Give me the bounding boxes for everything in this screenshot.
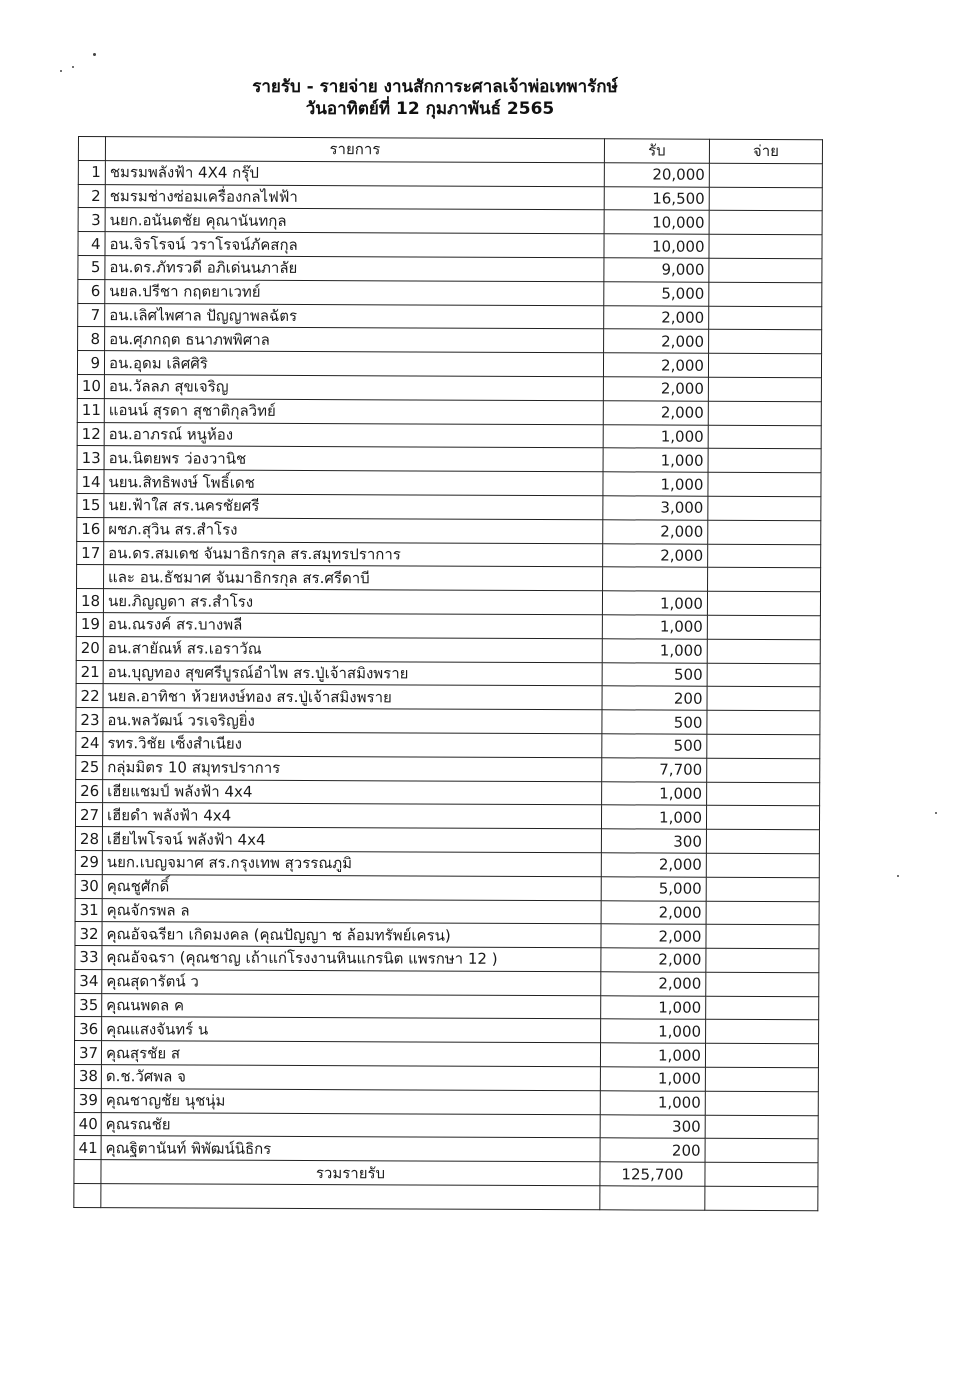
row-expense	[706, 877, 819, 901]
row-expense	[708, 401, 821, 425]
row-expense	[707, 663, 820, 687]
row-number: 33	[75, 946, 102, 970]
row-income: 1,000	[601, 805, 706, 829]
table-row	[77, 422, 821, 449]
row-income: 2,000	[601, 972, 706, 996]
row-number: 8	[78, 327, 105, 351]
blank-cell	[600, 1186, 705, 1210]
total-row	[74, 1160, 818, 1187]
table-row	[74, 1065, 818, 1092]
row-income: 300	[601, 829, 706, 853]
row-expense	[706, 948, 819, 972]
row-income: 5,000	[601, 876, 706, 900]
table-row	[77, 517, 821, 544]
row-name: เฮียไพโรจน์ พลังฟ้า 4x4	[102, 827, 601, 853]
table-row	[76, 779, 820, 806]
row-name: นย.ฟ้าใส สร.นครชัยศรี	[104, 494, 603, 520]
row-expense	[705, 1091, 818, 1115]
row-number: 24	[76, 731, 103, 755]
row-number: 23	[76, 708, 103, 732]
table-row	[74, 1136, 818, 1163]
row-number: 16	[77, 517, 104, 541]
row-number: 15	[77, 493, 104, 517]
row-number: 29	[75, 850, 102, 874]
row-income: 2,000	[603, 543, 708, 567]
row-expense	[706, 996, 819, 1020]
row-income: 2,000	[601, 853, 706, 877]
total-label: รวมรายรับ	[101, 1160, 600, 1186]
row-income: 2,000	[601, 924, 706, 948]
row-income: 10,000	[604, 210, 709, 234]
blank-row	[74, 1184, 818, 1211]
table-row	[77, 541, 821, 568]
table-row	[76, 660, 820, 687]
row-name: อน.วัลลภ สุขเจริญ	[104, 375, 603, 401]
row-number: 32	[75, 922, 102, 946]
row-name: คุณอัจฉรียา เกิดมงคล (คุณปัญญา ช ล้อมทรัพย์เครน)	[102, 922, 601, 948]
table-row	[78, 303, 822, 330]
table-row	[74, 1041, 818, 1068]
row-expense	[709, 330, 822, 354]
table-row	[75, 803, 819, 830]
total-number-cell	[74, 1160, 101, 1184]
row-income: 20,000	[604, 163, 709, 187]
row-number: 4	[78, 232, 105, 256]
row-name: อน.ดร.สมเดช จันมาธิกรกุล สร.สมุทรปราการ	[104, 541, 603, 567]
row-name: อน.บุญทอง สุขศรีบูรณ์อำไพ สร.ปู่เจ้าสมิงพราย	[103, 660, 602, 686]
row-expense	[709, 234, 822, 258]
row-name: อน.อุดม เลิศศิริ	[104, 351, 603, 377]
row-income: 1,000	[602, 781, 707, 805]
row-number: 30	[75, 874, 102, 898]
row-number: 2	[78, 184, 105, 208]
table-row	[76, 708, 820, 735]
row-income: 300	[600, 1114, 705, 1138]
row-name: คุณอัจฉรา (คุณชาญ เถ้าแก่โรงงานหินแกรนิต แพรกษา 12 )	[102, 946, 601, 972]
row-name: นยล.อาทิชา ห้วยหงษ์ทอง สร.ปู่เจ้าสมิงพราย	[103, 684, 602, 710]
row-name: นยก.เบญจมาศ สร.กรุงเทพ สุวรรณภูมิ	[102, 851, 601, 877]
row-name: คุณจักรพล ล	[102, 898, 601, 924]
table-row	[76, 612, 820, 639]
row-number: 7	[78, 303, 105, 327]
blank-cell	[101, 1184, 600, 1210]
row-number: 20	[76, 636, 103, 660]
row-number: 26	[76, 779, 103, 803]
speck	[93, 53, 96, 56]
row-expense	[706, 806, 819, 830]
row-name: คุณฐิตานันท์ พิพัฒน์นิธิกร	[101, 1136, 600, 1162]
income-expense-table	[73, 136, 823, 1211]
row-number: 34	[75, 969, 102, 993]
row-name: อน.ณรงค์ สร.บางพลี	[103, 613, 602, 639]
row-number: 35	[75, 993, 102, 1017]
table-row	[76, 684, 820, 711]
row-expense	[706, 972, 819, 996]
table-row	[78, 160, 822, 187]
document-date: วันอาทิตย์ที่ 12 กุมภาพันธ์ 2565	[305, 99, 555, 119]
row-number: 12	[77, 422, 104, 446]
row-expense	[709, 258, 822, 282]
table-row	[74, 1088, 818, 1115]
row-expense	[707, 639, 820, 663]
row-income: 7,700	[602, 758, 707, 782]
row-income: 1,000	[602, 639, 707, 663]
row-income: 16,500	[604, 186, 709, 210]
row-expense	[707, 591, 820, 615]
row-expense	[709, 187, 822, 211]
row-expense	[708, 544, 821, 568]
row-income: 500	[602, 734, 707, 758]
row-expense	[705, 1067, 818, 1091]
row-income: 2,000	[603, 401, 708, 425]
table-row	[77, 470, 821, 497]
row-income: 1,000	[600, 1067, 705, 1091]
row-income: 2,000	[603, 377, 708, 401]
row-number: 11	[77, 398, 104, 422]
row-expense	[708, 568, 821, 592]
row-number	[77, 565, 104, 589]
row-number: 25	[76, 755, 103, 779]
row-expense	[707, 710, 820, 734]
table-row	[75, 827, 819, 854]
row-expense	[709, 306, 822, 330]
row-income: 2,000	[601, 948, 706, 972]
header-expense: จ่าย	[709, 139, 822, 163]
row-expense	[709, 163, 822, 187]
row-expense	[706, 925, 819, 949]
table-row	[78, 327, 822, 354]
row-number: 17	[77, 541, 104, 565]
row-number: 39	[74, 1088, 101, 1112]
row-number: 22	[76, 684, 103, 708]
table-row	[78, 255, 822, 282]
row-name: อน.ดร.ภัทรวดี อภิเด่นนภาลัย	[105, 256, 604, 282]
blank-cell	[74, 1184, 101, 1208]
row-expense	[706, 1020, 819, 1044]
row-number: 18	[76, 589, 103, 613]
row-name: นย.ภิญญดา สร.สำโรง	[103, 589, 602, 615]
row-expense	[708, 472, 821, 496]
row-name: นยก.อนันตชัย คุณานันทกุล	[105, 208, 604, 234]
row-name: นยน.สิทธิพงษ์ โพธิ์เดช	[104, 470, 603, 496]
row-income: 2,000	[601, 900, 706, 924]
total-expense-cell	[705, 1163, 818, 1187]
speck	[72, 66, 74, 68]
row-name: ด.ช.วัศพล จ	[101, 1065, 600, 1091]
blank-cell	[705, 1186, 818, 1210]
total-income: 125,700	[600, 1162, 705, 1186]
row-name: คุณนพดล ค	[102, 993, 601, 1019]
row-name: ชมรมช่างซ่อมเครื่องกลไฟฟ้า	[105, 184, 604, 210]
row-income: 1,000	[600, 1091, 705, 1115]
table-row	[77, 351, 821, 378]
row-income: 1,000	[600, 1043, 705, 1067]
row-name: คุณรณชัย	[101, 1112, 600, 1138]
table-row	[76, 636, 820, 663]
row-name: รทร.วิชัย เซ็งสำเนียง	[103, 732, 602, 758]
header-number	[78, 137, 105, 161]
table-row	[75, 922, 819, 949]
row-expense	[707, 734, 820, 758]
row-expense	[707, 687, 820, 711]
row-expense	[707, 758, 820, 782]
row-income: 1,000	[601, 995, 706, 1019]
row-expense	[708, 520, 821, 544]
table-row	[75, 993, 819, 1020]
table-row	[76, 755, 820, 782]
row-expense	[706, 901, 819, 925]
row-expense	[709, 282, 822, 306]
row-number: 36	[75, 1017, 102, 1041]
row-name: คุณแสงจันทร์ น	[102, 1017, 601, 1043]
table-row	[77, 493, 821, 520]
table-row	[77, 398, 821, 425]
row-expense	[708, 449, 821, 473]
header-item: รายการ	[105, 137, 604, 163]
row-name: เฮียแชมป์ พลังฟ้า 4x4	[103, 779, 602, 805]
row-income	[603, 567, 708, 591]
header-income: รับ	[604, 139, 709, 163]
row-number: 28	[75, 827, 102, 851]
row-income: 1,000	[601, 1019, 706, 1043]
table-row	[75, 898, 819, 925]
table-row	[78, 232, 822, 259]
row-number: 37	[74, 1041, 101, 1065]
row-number: 31	[75, 898, 102, 922]
row-income: 500	[602, 662, 707, 686]
row-name: คุณชูศักดิ์	[102, 874, 601, 900]
row-number: 1	[78, 160, 105, 184]
row-name: แอนน์ สุรดา สุชาติกุลวิทย์	[104, 398, 603, 424]
row-expense	[706, 853, 819, 877]
row-number: 10	[77, 374, 104, 398]
row-name: อน.ศุภกฤต ธนาภพพิศาล	[105, 327, 604, 353]
row-expense	[706, 829, 819, 853]
row-number: 6	[78, 279, 105, 303]
row-income: 9,000	[604, 258, 709, 282]
speck	[897, 875, 899, 877]
row-name: คุณชาญชัย นุชนุ่ม	[101, 1088, 600, 1114]
row-expense	[707, 782, 820, 806]
table-row	[75, 874, 819, 901]
row-number: 5	[78, 255, 105, 279]
row-income: 500	[602, 710, 707, 734]
row-name: อน.พลวัฒน์ วรเจริญยิ่ง	[103, 708, 602, 734]
row-income: 2,000	[604, 305, 709, 329]
row-number: 9	[77, 351, 104, 375]
row-expense	[708, 353, 821, 377]
table-header-row	[78, 137, 822, 164]
row-name: กลุ่มมิตร 10 สมุทรปราการ	[103, 755, 602, 781]
table-row	[74, 1112, 818, 1139]
row-name: เฮียดำ พลังฟ้า 4x4	[102, 803, 601, 829]
row-number: 14	[77, 470, 104, 494]
row-number: 19	[76, 612, 103, 636]
row-name: อน.จิรโรจน์ วราโรจน์ภัคสกุล	[105, 232, 604, 258]
row-income: 5,000	[604, 282, 709, 306]
row-name: นยล.ปรีชา กฤตยาเวทย์	[105, 279, 604, 305]
table-row	[76, 589, 820, 616]
row-income: 10,000	[604, 234, 709, 258]
row-income: 200	[600, 1138, 705, 1162]
row-income: 2,000	[604, 329, 709, 353]
row-name: อน.นิตยพร ว่องวานิช	[104, 446, 603, 472]
table-row	[77, 565, 821, 592]
row-income: 2,000	[603, 520, 708, 544]
row-name: คุณสุดารัตน์ ว	[102, 970, 601, 996]
table-row	[75, 1017, 819, 1044]
row-expense	[705, 1044, 818, 1068]
row-expense	[708, 377, 821, 401]
row-income: 200	[602, 686, 707, 710]
row-number: 3	[78, 208, 105, 232]
row-expense	[709, 211, 822, 235]
speck	[60, 70, 62, 72]
table-row	[75, 850, 819, 877]
row-name: ชมรมพลังฟ้า 4X4 กรุ๊ป	[105, 160, 604, 186]
row-name: อน.อาภรณ์ หนูห้อง	[104, 422, 603, 448]
row-name: ผชภ.สุวิน สร.สำโรง	[104, 517, 603, 543]
row-income: 1,000	[603, 424, 708, 448]
row-income: 1,000	[603, 448, 708, 472]
table-row	[75, 969, 819, 996]
table-row	[77, 374, 821, 401]
row-number: 40	[74, 1112, 101, 1136]
row-income: 1,000	[602, 591, 707, 615]
row-number: 13	[77, 446, 104, 470]
row-number: 38	[74, 1065, 101, 1089]
document-title: รายรับ - รายจ่าย งานสักการะศาลเจ้าพ่อเทพารักษ์	[252, 77, 618, 97]
row-number: 41	[74, 1136, 101, 1160]
row-number: 27	[75, 803, 102, 827]
row-income: 1,000	[602, 615, 707, 639]
row-income: 2,000	[603, 353, 708, 377]
table-row	[78, 184, 822, 211]
row-expense	[707, 615, 820, 639]
row-number: 21	[76, 660, 103, 684]
row-name: และ อน.ธัชมาศ จันมาธิกรกุล สร.ศรีดาบี	[104, 565, 603, 591]
row-income: 3,000	[603, 496, 708, 520]
table-row	[78, 279, 822, 306]
row-name: อน.สายัณห์ สร.เอราวัณ	[103, 636, 602, 662]
row-income: 1,000	[603, 472, 708, 496]
row-expense	[708, 496, 821, 520]
row-expense	[705, 1115, 818, 1139]
row-expense	[708, 425, 821, 449]
table-row	[76, 731, 820, 758]
table-row	[77, 446, 821, 473]
speck	[935, 812, 937, 814]
row-expense	[705, 1139, 818, 1163]
row-name: คุณสุรชัย ส	[101, 1041, 600, 1067]
table-row	[78, 208, 822, 235]
table-row	[75, 946, 819, 973]
row-name: อน.เลิศไพศาล ปัญญาพลฉัตร	[105, 303, 604, 329]
